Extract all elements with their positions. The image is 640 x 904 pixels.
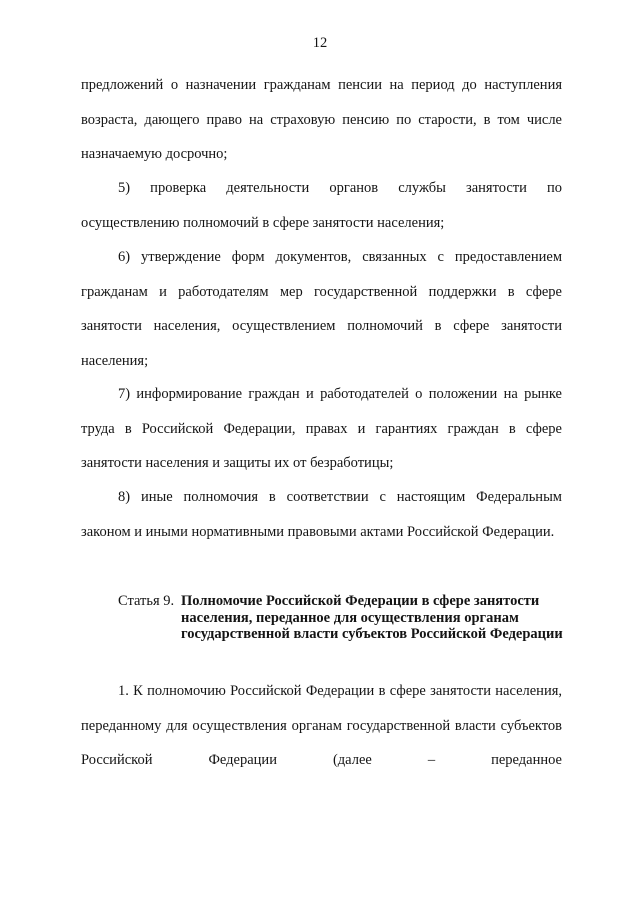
page-number: 12	[312, 35, 328, 51]
article-title: Полномочие Российской Федерации в сфере занятости населения, переданное для осуществления органам государственной власти субъектов Российской Федерации	[181, 593, 563, 642]
list-item-8: 8) иные полномочия в соответствии с настоящим Федеральным законом и иными нормативными правовыми актами Российской Федерации.	[81, 489, 562, 540]
list-item-6: 6) утверждение форм документов, связанных с предоставлением гражданам и работодателям мер государственной поддержки в сфере занятости населения, осуществлением полномочий в сфере занятости населения;	[81, 249, 562, 369]
list-item-5: 5) проверка деятельности органов службы занятости по осуществлению полномочий в сфере занятости населения;	[81, 180, 562, 231]
article-paragraph-1: 1. К полномочию Российской Федерации в сфере занятости населения, переданному для осуществления органам государственной власти субъектов Российской Федерации (далее – переданное	[81, 683, 562, 768]
article-number: Статья 9.	[118, 593, 175, 609]
paragraph-continuation: предложений о назначении гражданам пенсии на период до наступления возраста, дающего право на страховую пенсию по старости, в том числе назначаемую досрочно;	[81, 77, 562, 162]
list-item-7: 7) информирование граждан и работодателей о положении на рынке труда в Российской Федерации, правах и гарантиях граждан в сфере занятости населения и защиты их от безработицы;	[81, 386, 562, 471]
article-heading	[118, 593, 568, 643]
